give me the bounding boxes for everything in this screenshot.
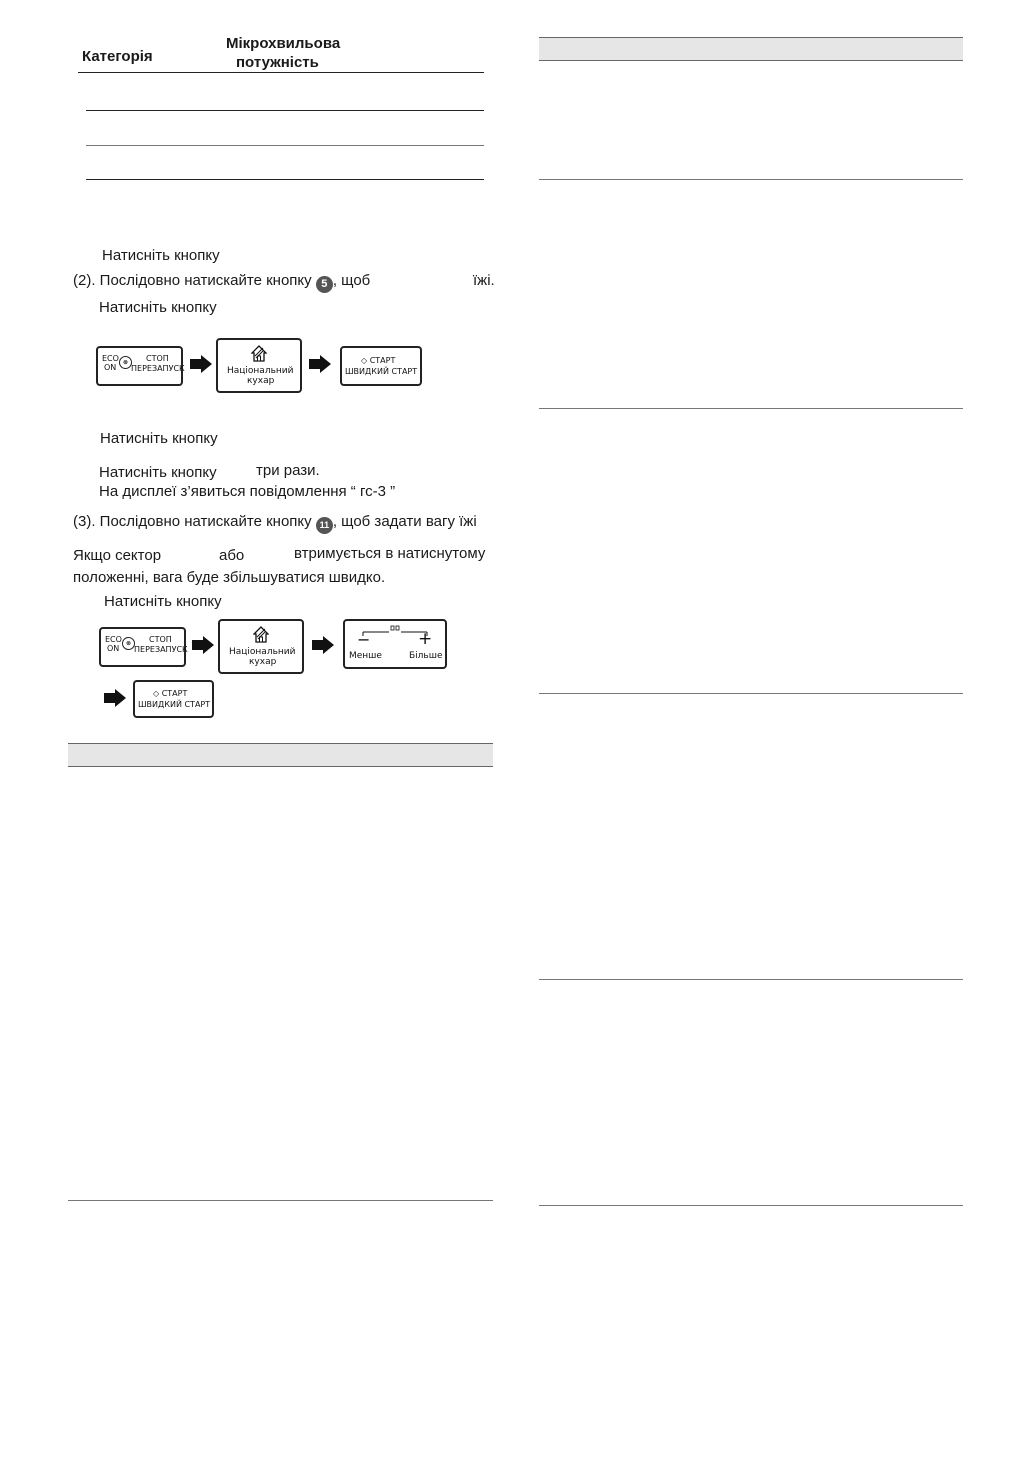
- eco-stop-button[interactable]: ECO ON ⊗ СТОП ПЕРЕЗАПУСК: [99, 627, 186, 667]
- note-part3: втримується в натиснутому: [294, 545, 486, 562]
- arrow-right-icon: [104, 689, 126, 707]
- table-rule: [86, 179, 484, 180]
- section-header-band: [68, 743, 493, 767]
- arrow-right-icon: [190, 355, 212, 373]
- note-line2: положенні, вага буде збільшуватися швидко.: [73, 569, 386, 586]
- table-rule: [86, 110, 484, 111]
- section-divider: [539, 979, 963, 980]
- section-header-band: [539, 37, 963, 61]
- instruction-press-button: Натисніть кнопку: [99, 299, 217, 316]
- eco-stop-button[interactable]: ECO ON ⊗ СТОП ПЕРЕЗАПУСК: [96, 346, 183, 386]
- instruction-step-2-suffix: їжі.: [473, 272, 495, 289]
- instruction-display-message: На дисплеї з’явиться повідомлення “ гс-3 ”: [99, 483, 396, 500]
- number-5-icon: 5: [316, 276, 333, 293]
- minus-label: Менше: [349, 651, 382, 661]
- start-button[interactable]: ◇ СТАРТ ШВИДКИЙ СТАРТ: [340, 346, 422, 386]
- weight-dial-button[interactable]: [343, 619, 447, 669]
- house-icon: [251, 345, 267, 362]
- instruction-step-2: (2). Послідовно натискайте кнопку 5 , щоб: [73, 272, 370, 293]
- section-divider: [539, 693, 963, 694]
- note-part1: Якщо сектор: [73, 547, 162, 564]
- table-header-category: Категорія: [82, 48, 153, 65]
- section-divider: [539, 1205, 963, 1206]
- eco-icon: ⊗: [122, 637, 135, 650]
- arrow-right-icon: [192, 636, 214, 654]
- table-header-power-line1: Мікрохвильова: [226, 35, 341, 52]
- number-11-icon: 11: [316, 517, 333, 534]
- table-rule: [86, 145, 484, 146]
- instruction-step-3: (3). Послідовно натискайте кнопку 11 , щоб задати вагу їжі: [73, 513, 477, 534]
- eco-icon: ⊗: [119, 356, 132, 369]
- table-header-power-line2: потужність: [236, 54, 319, 71]
- instruction-press-button: Натисніть кнопку: [102, 247, 220, 264]
- start-button[interactable]: ◇ СТАРТ ШВИДКИЙ СТАРТ: [133, 680, 214, 718]
- section-divider: [539, 179, 963, 180]
- section-divider: [539, 408, 963, 409]
- national-cook-button[interactable]: Національний кухар: [218, 619, 304, 674]
- instruction-press-button: Натисніть кнопку: [100, 430, 218, 447]
- instruction-three-times-suffix: три рази.: [256, 462, 320, 479]
- instruction-press-button: Натисніть кнопку: [104, 593, 222, 610]
- house-icon: [253, 626, 269, 643]
- section-divider: [68, 1200, 493, 1201]
- minus-icon: −: [357, 630, 371, 649]
- national-cook-button[interactable]: Національний кухар: [216, 338, 302, 393]
- instruction-press-three-times: Натисніть кнопку: [99, 464, 217, 481]
- arrow-right-icon: [312, 636, 334, 654]
- note-part2: або: [219, 547, 245, 564]
- plus-icon: +: [418, 629, 433, 649]
- plus-label: Більше: [409, 651, 443, 661]
- table-rule: [78, 72, 484, 73]
- arrow-right-icon: [309, 355, 331, 373]
